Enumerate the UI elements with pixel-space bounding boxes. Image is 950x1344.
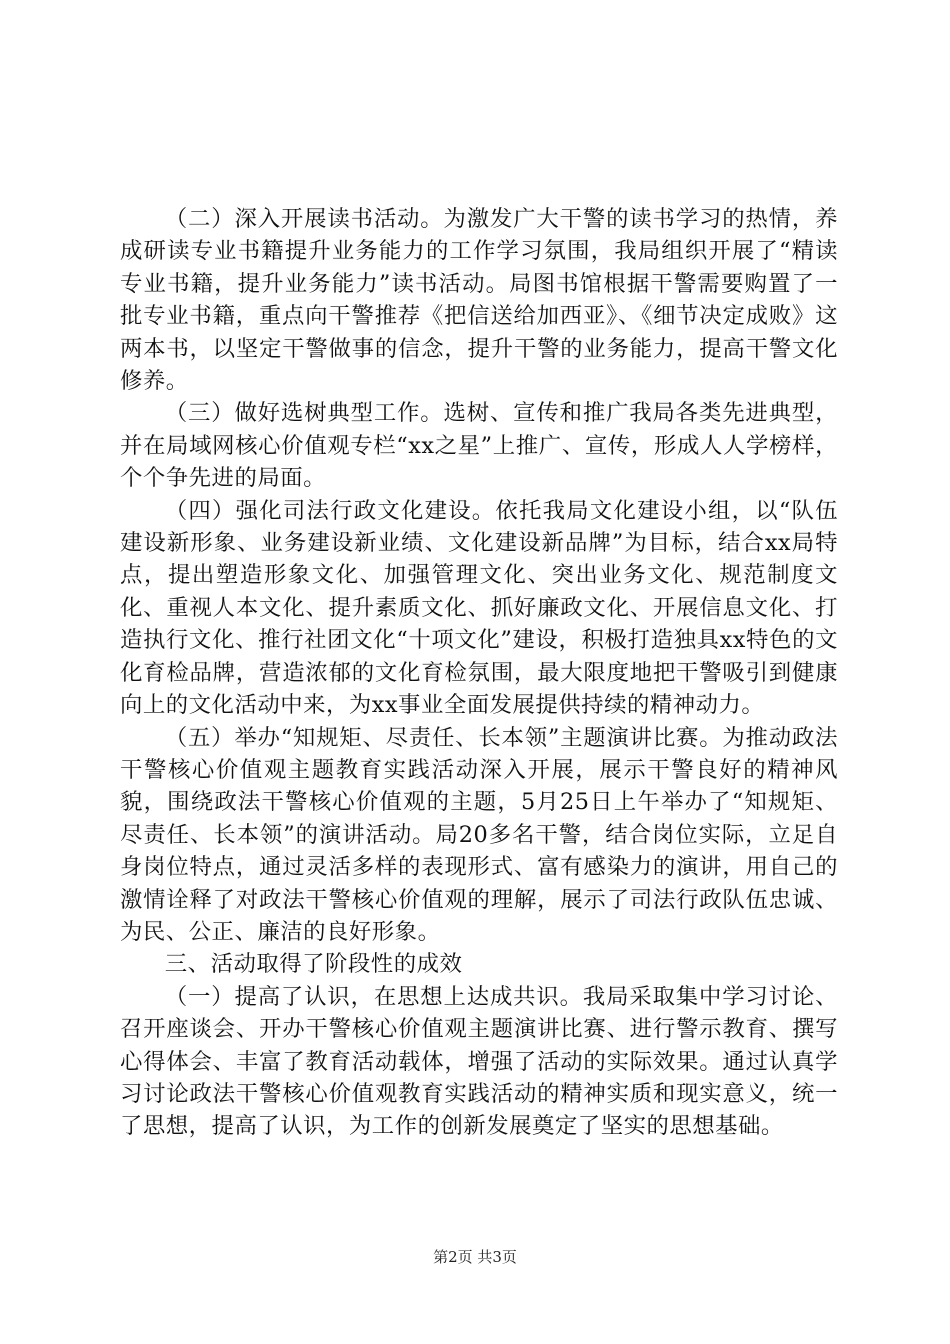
paragraph-model-selection: （三）做好选树典型工作。选树、宣传和推广我局各类先进典型，并在局域网核心价值观专栏“xx之星”上推广、宣传，形成人人学榜样，个个争先进的局面。 [120, 400, 838, 492]
section-heading-results: 三、活动取得了阶段性的成效 [164, 951, 463, 978]
page-number-footer: 第2页 共3页 [433, 1248, 517, 1266]
paragraph-raised-awareness: （一）提高了认识，在思想上达成共识。我局采取集中学习讨论、召开座谈会、开办干警核心价值观主题演讲比赛、进行警示教育、撰写心得体会、丰富了教育活动载体，增强了活动的实际效果。通过认真学习讨论政法干警核心价值观教育实践活动的精神实质和现实意义，统一了思想，提高了认识，为工作的创新发展奠定了坚实的思想基础。 [120, 983, 838, 1140]
document-body [120, 203, 838, 1143]
paragraph-speech-contest: （五）举办“知规矩、尽责任、长本领”主题演讲比赛。为推动政法干警核心价值观主题教育实践活动深入开展，展示干警良好的精神风貌，围绕政法干警核心价值观的主题，5月25日上午举办了“知规矩、尽责任、长本领”的演讲活动。局20多名干警，结合岗位实际，立足自身岗位特点，通过灵活多样的表现形式、富有感染力的演讲，用自己的激情诠释了对政法干警核心价值观的理解，展示了司法行政队伍忠诚、为民、公正、廉洁的良好形象。 [120, 724, 839, 945]
paragraph-reading-activity: （二）深入开展读书活动。为激发广大干警的读书学习的热情，养成研读专业书籍提升业务能力的工作学习氛围，我局组织开展了“精读专业书籍，提升业务能力”读书活动。局图书馆根据干警需要购置了一批专业书籍，重点向干警推荐《把信送给加西亚》、《细节决定成败》这两本书，以坚定干警做事的信念，提升干警的业务能力，提高干警文化修养。 [120, 206, 838, 395]
paragraph-culture-building: （四）强化司法行政文化建设。依托我局文化建设小组，以“队伍建设新形象、业务建设新业绩、文化建设新品牌”为目标，结合xx局特点，提出塑造形象文化、加强管理文化、突出业务文化、规范制度文化、重视人本文化、提升素质文化、抓好廉政文化、开展信息文化、打造执行文化、推行社团文化“十项文化”建设，积极打造独具xx特色的文化育检品牌，营造浓郁的文化育检氛围，最大限度地把干警吸引到健康向上的文化活动中来，为xx事业全面发展提供持续的精神动力。 [120, 497, 838, 719]
